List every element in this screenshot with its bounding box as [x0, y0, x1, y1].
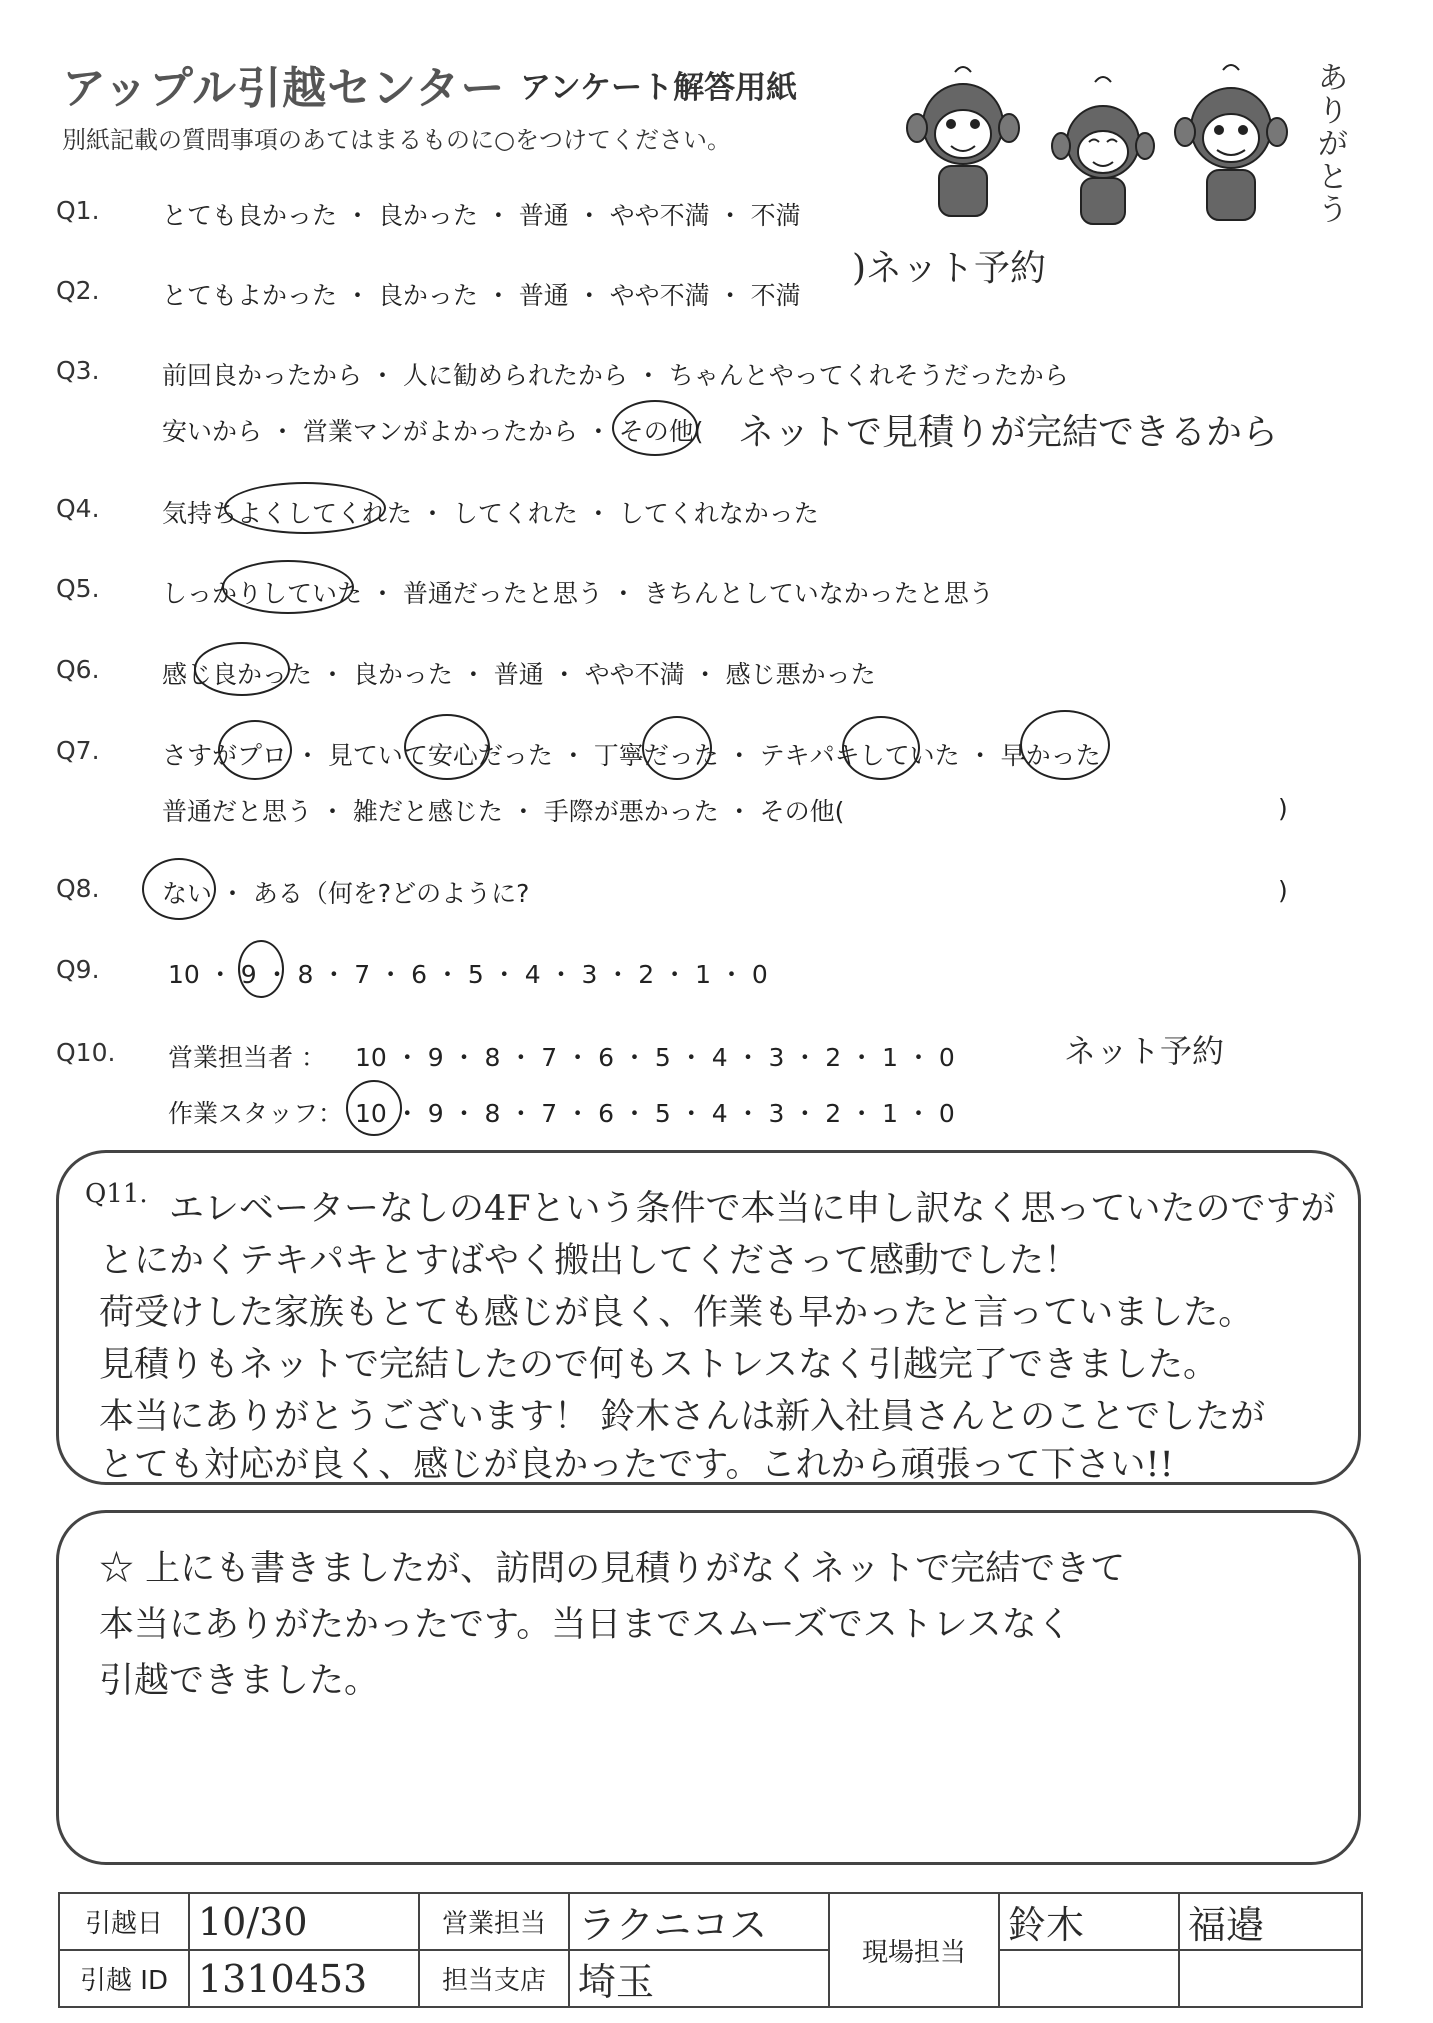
- q11-line-5: 本当にありがとうございます！ 鈴木さんは新入社員さんとのことでしたが: [99, 1397, 1266, 1437]
- q7-selection-circle-5: [1020, 710, 1110, 780]
- brand-title: アップル引越センター: [62, 63, 506, 114]
- extra-line-1: ☆ 上にも書きましたが、訪問の見積りがなくネットで完結できて: [99, 1549, 1126, 1589]
- q7-options-line2: 普通だと思う ・ 雑だと感じた ・ 手際が悪かった ・ その他(: [162, 797, 845, 826]
- form-subtitle: アンケート解答用紙: [520, 70, 798, 106]
- field-staff-1: 鈴木: [999, 1893, 1179, 1950]
- q7-options-line1: さすがプロ ・ 見ていて安心だった ・ 丁寧だった ・ テキパキしていた ・ 早かった: [162, 741, 1101, 770]
- q10-staff-label: 作業スタッフ：: [168, 1099, 344, 1128]
- q5-selection-circle: [222, 560, 354, 614]
- q11-comment-box: [56, 1150, 1361, 1485]
- extra-line-2: 本当にありがたかったです。当日までスムーズでストレスなく: [99, 1605, 1072, 1645]
- field-staff-2: 福邉: [1179, 1893, 1362, 1950]
- q10-number: Q10.: [56, 1038, 116, 1067]
- instruction-text: 別紙記載の質問事項のあてはまるものに○をつけてください。: [62, 126, 731, 154]
- monkey-mascot-3: [1175, 65, 1287, 220]
- q4-selection-circle: [224, 482, 386, 534]
- q6-number: Q6.: [56, 655, 100, 684]
- q7-number: Q7.: [56, 736, 100, 765]
- q10-staff-scale: 10 ・ 9 ・ 8 ・ 7 ・ 6 ・ 5 ・ 4 ・ 3 ・ 2 ・ 1 ・ 0: [355, 1099, 955, 1128]
- q7-selection-circle-3: [642, 716, 712, 780]
- footer-info-table: [58, 1892, 1363, 2008]
- q8-close-paren: ): [1278, 876, 1288, 905]
- branch-value: 埼玉: [569, 1950, 829, 2007]
- q2-options: とてもよかった ・ 良かった ・ 普通 ・ やや不満 ・ 不満: [162, 281, 801, 310]
- q11-label: Q11.: [85, 1179, 148, 1209]
- monkey-mascots-illustration: [895, 62, 1355, 237]
- q3-options-line2: 安いから ・ 営業マンがよかったから ・ その他(: [162, 417, 704, 446]
- q3-selection-circle: [612, 400, 698, 456]
- q11-line-3: 荷受けした家族もとても感じが良く、作業も早かったと言っていました。: [99, 1293, 1254, 1333]
- extra-comment-box: [56, 1510, 1361, 1865]
- q7-selection-circle-4: [842, 716, 920, 780]
- q5-options: しっかりしていた ・ 普通だったと思う ・ きちんとしていなかったと思う: [162, 579, 994, 608]
- move-date-label: 引越日: [59, 1893, 189, 1950]
- q8-options: ない ・ ある（何を?どのように?: [162, 879, 530, 908]
- q8-number: Q8.: [56, 874, 100, 903]
- q10-staff-selection-circle: [346, 1080, 402, 1136]
- monkey-mascot-2: [1052, 77, 1154, 224]
- q9-selection-circle: [238, 940, 284, 998]
- q11-line-1: エレベーターなしの4Fという条件で本当に申し訳なく思っていたのですが: [169, 1189, 1336, 1229]
- q9-number: Q9.: [56, 955, 100, 984]
- q1-options: とても良かった ・ 良かった ・ 普通 ・ やや不満 ・ 不満: [162, 201, 801, 230]
- q6-selection-circle: [194, 642, 290, 696]
- field-staff-4: [1179, 1950, 1362, 2007]
- q11-line-2: とにかくテキパキとすばやく搬出してくださって感動でした！: [99, 1241, 1080, 1281]
- q10-sales-scale: 10 ・ 9 ・ 8 ・ 7 ・ 6 ・ 5 ・ 4 ・ 3 ・ 2 ・ 1 ・ 0: [355, 1043, 955, 1072]
- monkey-mascot-1: [907, 67, 1019, 216]
- q7-selection-circle-2: [404, 714, 490, 780]
- extra-line-3: 引越できました。: [99, 1661, 380, 1701]
- q8-selection-circle: [142, 858, 216, 920]
- q9-scale: 10 ・ 9 ・ 8 ・ 7 ・ 6 ・ 5 ・ 4 ・ 3 ・ 2 ・ 1 ・ 0: [168, 960, 768, 989]
- q7-selection-circle-1: [218, 720, 292, 780]
- field-staff-label: 現場担当: [829, 1893, 999, 2007]
- sales-rep-label: 営業担当: [419, 1893, 569, 1950]
- sales-rep-value: ラクニコス: [569, 1893, 829, 1950]
- q7-close-paren: ): [1278, 794, 1288, 823]
- q1-number: Q1.: [56, 196, 100, 225]
- q2-handwritten-note: )ネット予約: [852, 248, 1047, 289]
- q4-options: 気持ちよくしてくれた ・ してくれた ・ してくれなかった: [162, 499, 819, 528]
- move-date-value: 10/30: [189, 1893, 419, 1950]
- q11-line-6: とても対応が良く、感じが良かったです。これから頑張って下さい!!: [99, 1445, 1174, 1485]
- q5-number: Q5.: [56, 574, 100, 603]
- field-staff-3: [999, 1950, 1179, 2007]
- q3-options-line1: 前回良かったから ・ 人に勧められたから ・ ちゃんとやってくれそうだったから: [162, 361, 1069, 390]
- q2-number: Q2.: [56, 276, 100, 305]
- move-id-value: 1310453: [189, 1950, 419, 2007]
- q3-handwritten-note: ネットで見積りが完結できるから: [738, 412, 1279, 453]
- q11-line-4: 見積りもネットで完結したので何もストレスなく引越完了できました。: [99, 1345, 1218, 1385]
- q6-options: 感じ良かった ・ 良かった ・ 普通 ・ やや不満 ・ 感じ悪かった: [162, 660, 876, 689]
- q10-sales-label: 営業担当者 ：: [168, 1043, 326, 1072]
- q4-number: Q4.: [56, 494, 100, 523]
- move-id-label: 引越 ID: [59, 1950, 189, 2007]
- thanks-vertical-text: ありがとう: [1318, 61, 1348, 228]
- q3-number: Q3.: [56, 356, 100, 385]
- q10-sales-handwritten-note: ネット予約: [1064, 1032, 1225, 1070]
- branch-label: 担当支店: [419, 1950, 569, 2007]
